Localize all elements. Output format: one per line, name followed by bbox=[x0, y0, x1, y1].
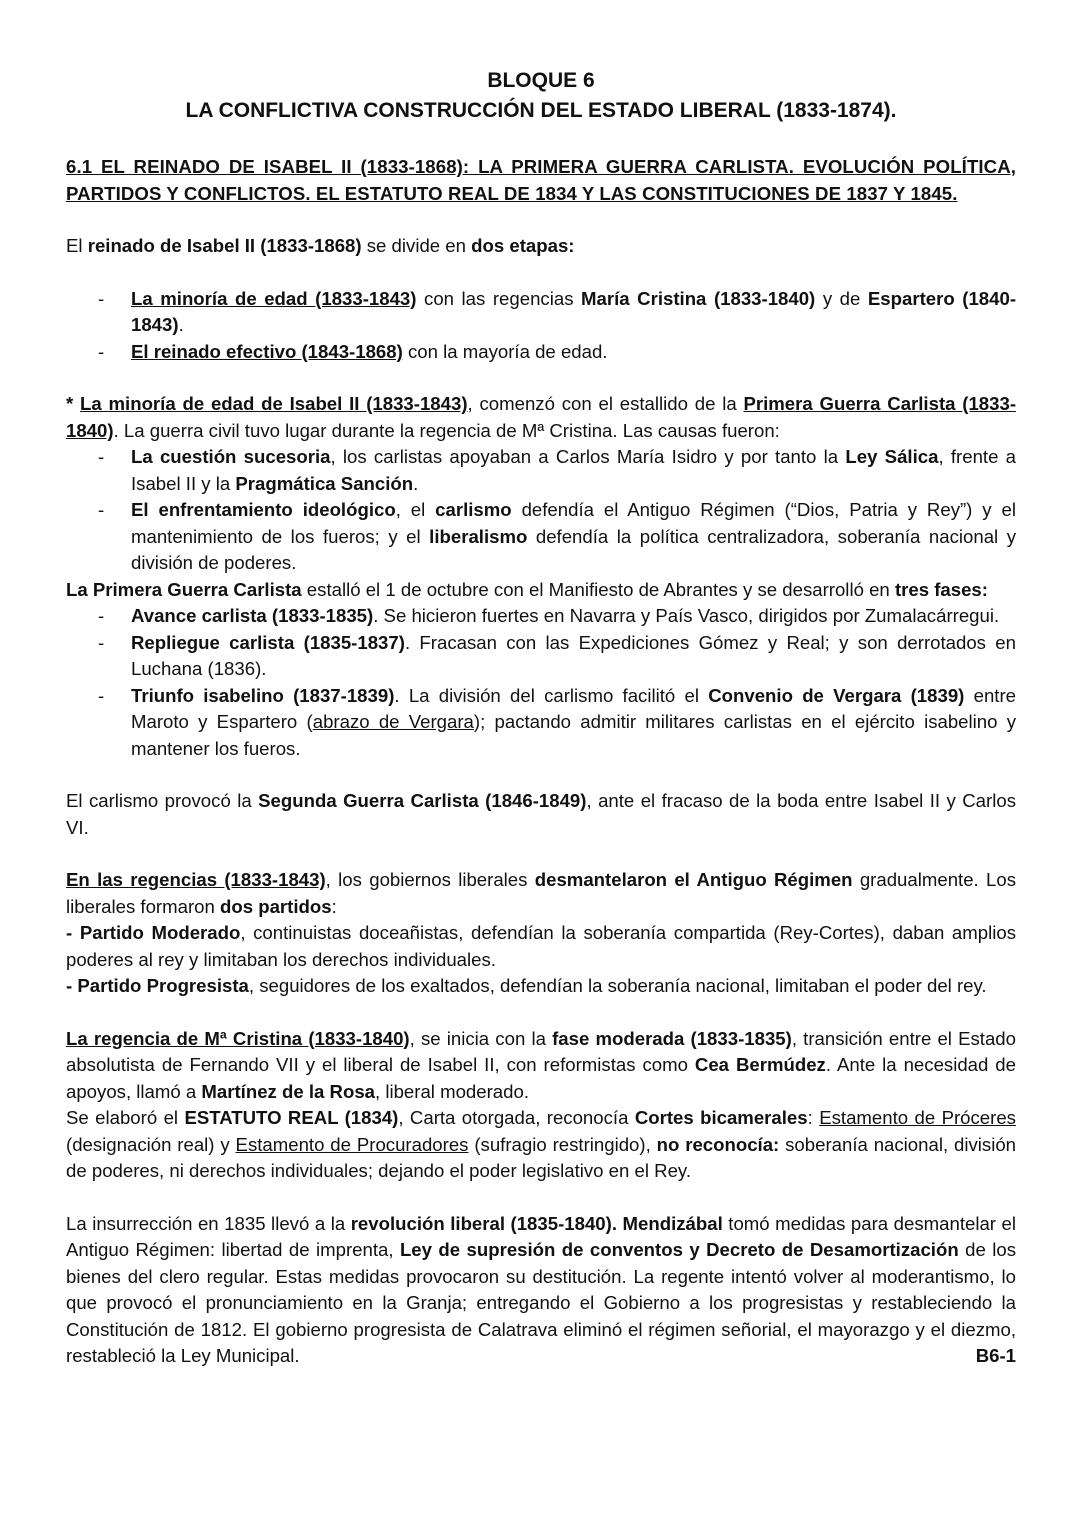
list-item: - Triunfo isabelino (1837-1839). La división del carlismo facilitó el Convenio de Vergara (1839) entre Maroto y Espartero (abrazo de Vergara); pactando admitir militares carlistas en el ejército isabelino y mantener los fueros. bbox=[66, 683, 1016, 763]
page-number: B6-1 bbox=[975, 1345, 1016, 1366]
minority-paragraph: * La minoría de edad de Isabel II (1833-1843), comenzó con el estallido de la Primera Guerra Carlista (1833-1840). La guerra civil tuvo lugar durante la regencia de Mª Cristina. Las causas fueron: bbox=[66, 393, 1017, 441]
list-item: - Avance carlista (1833-1835). Se hicieron fuertes en Navarra y País Vasco, dirigidos por Zumalacárregui. bbox=[66, 603, 1016, 630]
cristina-paragraph: La regencia de Mª Cristina (1833-1840), se inicia con la fase moderada (1833-1835), transición entre el Estado absolutista de Fernando VII y el liberal de Isabel II, con reformistas como Cea Bermúdez. Ante la necesidad de apoyos, llamó a Martínez de la Rosa, liberal moderado. bbox=[66, 1027, 1016, 1102]
revolution-paragraph: La insurrección en 1835 llevó a la revolución liberal (1835-1840). Mendizábal tomó medidas para desmantelar el Antiguo Régimen: libertad de imprenta, Ley de supresión de conventos y Decreto de Desamortización de los bienes del clero regular. Estas medidas provocaron su destitución. La regente intentó volver al moderantismo, lo que provocó el pronunciamiento en la Granja; entregando el Gobierno a los progresistas y restableciendo la Constitución de 1812. El gobierno progresista de Calatrava eliminó el régimen señorial, el mayorazgo y el diezmo, restableció la Ley Municipal. B6-1 bbox=[66, 1211, 1016, 1370]
moderate-party: - Partido Moderado, continuistas doceañistas, defendían la soberanía compartida (Rey-Cortes), daban amplios poderes al rey y limitaban los derechos individuales. bbox=[66, 922, 1016, 970]
list-item: - El reinado efectivo (1843-1868) con la mayoría de edad. bbox=[66, 339, 1016, 366]
section-heading: 6.1 EL REINADO DE ISABEL II (1833-1868): LA PRIMERA GUERRA CARLISTA. EVOLUCIÓN POLÍTICA, PARTIDOS Y CONFLICTOS. EL ESTATUTO REAL DE 1834 Y LAS CONSTITUCIONES DE 1837 Y 1845. bbox=[66, 156, 1016, 204]
statute-paragraph: Se elaboró el ESTATUTO REAL (1834), Carta otorgada, reconocía Cortes bicamerales: Estamento de Próceres (designación real) y Estamento de Procuradores (sufragio restringido), no reconocía: soberanía nacional, división de poderes, ni derechos individuales; dejando el poder legislativo en el Rey. bbox=[66, 1107, 1017, 1181]
list-item: - El enfrentamiento ideológico, el carlismo defendía el Antiguo Régimen (“Dios, Patria y Rey”) y el mantenimiento de los fueros; y el liberalismo defendía la política centralizadora, soberanía nacional y división de poderes. bbox=[66, 497, 1016, 577]
war-paragraph: La Primera Guerra Carlista estalló el 1 de octubre con el Manifiesto de Abrantes y se desarrolló en tres fases: bbox=[66, 578, 988, 600]
block-title: BLOQUE 6 bbox=[487, 69, 595, 92]
list-item: - La cuestión sucesoria, los carlistas apoyaban a Carlos María Isidro y por tanto la Ley Sálica, frente a Isabel II y la Pragmática Sanción. bbox=[66, 444, 1016, 497]
regencies-paragraph: En las regencias (1833-1843), los gobiernos liberales desmantelaron el Antiguo Régimen gradualmente. Los liberales formaron dos partidos: bbox=[66, 869, 1017, 917]
progressive-party: - Partido Progresista, seguidores de los exaltados, defendían la soberanía nacional, limitaban el poder del rey. bbox=[66, 975, 987, 996]
stages-list bbox=[66, 286, 1016, 366]
second-war-paragraph: El carlismo provocó la Segunda Guerra Carlista (1846-1849), ante el fracaso de la boda entre Isabel II y Carlos VI. bbox=[66, 790, 1016, 838]
intro-paragraph: El reinado de Isabel II (1833-1868) se divide en dos etapas: bbox=[66, 235, 575, 256]
causes-list bbox=[66, 444, 1016, 577]
phases-list bbox=[66, 603, 1016, 762]
list-item: - La minoría de edad (1833-1843) con las regencias María Cristina (1833-1840) y de Espartero (1840-1843). bbox=[66, 286, 1016, 339]
page-title: LA CONFLICTIVA CONSTRUCCIÓN DEL ESTADO LIBERAL (1833-1874). bbox=[185, 99, 897, 122]
list-item: - Repliegue carlista (1835-1837). Fracasan con las Expediciones Gómez y Real; y son derrotados en Luchana (1836). bbox=[66, 630, 1016, 683]
document-page bbox=[66, 66, 1016, 1370]
